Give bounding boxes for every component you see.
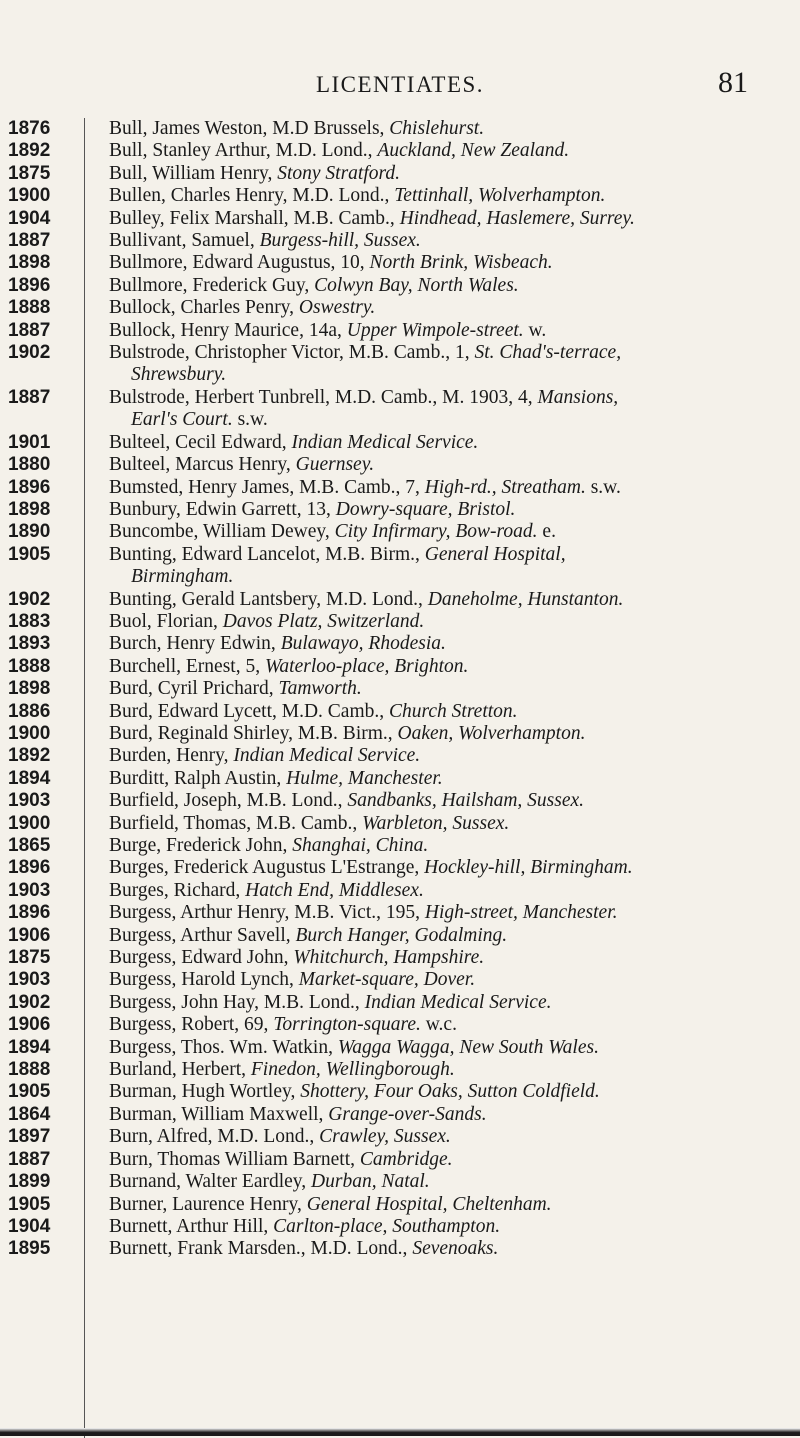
entry-year: 1896 [8,857,51,879]
list-item [0,1037,800,1059]
list-item [0,835,800,857]
entry-year: 1905 [8,1193,51,1215]
entry-district: e. [537,521,556,543]
entry-name: Burgess, Arthur Savell, [109,924,296,946]
page-number: 81 [718,66,748,99]
entry-text [109,768,749,790]
entry-year: 1898 [8,678,51,700]
list-item [0,857,800,879]
entry-name: Burfield, Joseph, M.B. Lond., [109,790,348,812]
list-item [0,140,800,162]
entry-name: Burgess, Edward John, [109,947,294,969]
entry-text [109,1014,749,1036]
list-item [0,499,800,521]
page-bottom-edge [0,1428,800,1436]
list-item [0,633,800,655]
entry-text [109,118,749,140]
entry-name: Burnand, Walter Eardley, [109,1171,312,1193]
entry-text [109,1216,749,1238]
entry-year: 1890 [8,521,51,543]
list-item [0,477,800,499]
entry-year: 1894 [8,1036,51,1058]
entry-text [109,1171,749,1193]
list-item [0,1238,800,1260]
entry-continuation-text: Shrewsbury. [131,364,227,386]
entry-text [109,723,749,745]
list-item [0,611,800,633]
list-item [0,208,800,230]
entry-name: Bumsted, Henry James, M.B. Camb., 7, [109,476,425,498]
entry-year: 1900 [8,185,51,207]
entry-address: Church Stretton. [389,700,518,722]
entry-name: Bullen, Charles Henry, M.D. Lond., [109,185,395,207]
entry-year: 1903 [8,969,51,991]
entry-address: Hockley-hill, Birmingham. [424,857,633,879]
list-item [0,185,800,207]
entry-year: 1894 [8,767,51,789]
entry-name: Burges, Frederick Augustus L'Estrange, [109,857,425,879]
entry-name: Burnett, Frank Marsden., M.D. Lond., [109,1238,413,1260]
entry-district: s.w. [585,476,621,498]
list-item [0,656,800,678]
entry-year: 1903 [8,790,51,812]
list-item [0,790,800,812]
entry-address: Guernsey. [295,454,375,476]
entry-year: 1902 [8,342,51,364]
entry-name: Buncombe, William Dewey, [109,521,335,543]
entry-year: 1906 [8,1014,51,1036]
entry-text [109,320,749,342]
entry-name: Burman, William Maxwell, [109,1103,329,1125]
entry-text [109,1238,749,1260]
list-item [0,1149,800,1171]
entry-year: 1888 [8,1059,51,1081]
entry-year: 1906 [8,924,51,946]
entry-address: Hulme, Manchester. [286,767,443,789]
entry-address: Crawley, Sussex. [319,1126,451,1148]
licentiates-list [0,118,800,1261]
list-item [0,701,800,723]
entry-text [109,1081,749,1103]
list-item [0,297,800,319]
entry-address: St. Chad's-terrace, [474,342,622,364]
entry-text [109,678,749,700]
entry-address: Hindhead, Haslemere, Surrey. [399,207,635,229]
entry-text [109,656,749,678]
entry-text [109,790,749,812]
entry-continuation [109,409,749,431]
entry-name: Burman, Hugh Wortley, [109,1081,301,1103]
entry-name: Burgess, Harold Lynch, [109,969,299,991]
entry-text [109,208,749,230]
entry-name: Burchell, Ernest, 5, [109,655,265,677]
entry-name: Burch, Henry Edwin, [109,633,281,655]
entry-text [109,544,749,589]
entry-text [109,947,749,969]
list-item [0,118,800,140]
entry-text [109,1059,749,1081]
entry-year: 1888 [8,297,51,319]
list-item [0,1104,800,1126]
entry-year: 1902 [8,991,51,1013]
list-item [0,432,800,454]
entry-name: Bullock, Charles Penry, [109,297,299,319]
entry-address: Whitchurch, Hampshire. [293,947,485,969]
entry-year: 1875 [8,947,51,969]
entry-name: Burd, Reginald Shirley, M.B. Birm., [109,722,398,744]
entry-year: 1892 [8,140,51,162]
entry-name: Burd, Cyril Prichard, [109,678,279,700]
entry-name: Bulteel, Marcus Henry, [109,454,296,476]
entry-address: North Brink, Wisbeach. [369,252,553,274]
entry-text [109,633,749,655]
entry-name: Burditt, Ralph Austin, [109,767,287,789]
entry-address: Waterloo-place, Brighton. [264,655,469,677]
entry-text [109,297,749,319]
entry-text [109,432,749,454]
entry-text [109,589,749,611]
entry-address: Chislehurst. [389,118,485,139]
list-item [0,723,800,745]
entry-year: 1887 [8,319,51,341]
list-item [0,1171,800,1193]
list-item [0,589,800,611]
entry-year: 1905 [8,1081,51,1103]
entry-name: Bullivant, Samuel, [109,230,260,252]
entry-address: Indian Medical Service. [291,431,479,453]
entry-name: Burden, Henry, [109,745,234,767]
entry-year: 1902 [8,588,51,610]
list-item [0,745,800,767]
entry-text [109,880,749,902]
entry-year: 1896 [8,476,51,498]
entry-year: 1876 [8,118,51,139]
entry-year: 1900 [8,812,51,834]
entry-year: 1875 [8,162,51,184]
entry-name: Bullock, Henry Maurice, 14a, [109,319,347,341]
entry-address: Finedon, Wellingborough. [250,1059,455,1081]
entry-address: Oswestry. [298,297,376,319]
entry-address: Burgess-hill, Sussex. [259,230,421,252]
entry-text [109,499,749,521]
entry-year: 1900 [8,722,51,744]
entry-text [109,521,749,543]
entry-year: 1886 [8,700,51,722]
entry-name: Burge, Frederick John, [109,835,293,856]
list-item [0,521,800,543]
entry-year: 1897 [8,1126,51,1148]
entry-text [109,1126,749,1148]
entry-year: 1898 [8,498,51,520]
entry-address: Bulawayo, Rhodesia. [280,633,446,655]
list-item [0,1126,800,1148]
entry-year: 1904 [8,207,51,229]
list-item [0,768,800,790]
list-item [0,230,800,252]
list-item [0,252,800,274]
entry-name: Burner, Laurence Henry, [109,1193,307,1215]
list-item [0,1194,800,1216]
entry-continuation-text: Earl's Court. [131,409,233,431]
entry-text [109,342,749,387]
entry-name: Bull, James Weston, M.D Brussels, [109,118,390,139]
entry-year: 1905 [8,543,51,565]
entry-year: 1893 [8,633,51,655]
entry-address: Burch Hanger, Godalming. [295,924,508,946]
entry-continuation-text: Birmingham. [131,566,234,588]
list-item [0,1059,800,1081]
entry-address: Tettinhall, Wolverhampton. [394,185,606,207]
entry-name: Burgess, Thos. Wm. Watkin, [109,1036,338,1058]
entry-name: Burn, Thomas William Barnett, [109,1148,360,1170]
entry-name: Burges, Richard, [109,879,246,901]
entry-address: Warbleton, Sussex. [362,812,510,834]
entry-text [109,163,749,185]
list-item [0,275,800,297]
entry-year: 1892 [8,745,51,767]
entry-address: Oaken, Wolverhampton. [397,722,586,744]
entry-address: Shanghai, China. [292,835,429,856]
list-item [0,1081,800,1103]
entry-address: High-street, Manchester. [424,902,618,924]
entry-text [109,969,749,991]
entry-name: Bullmore, Frederick Guy, [109,274,315,296]
entry-address: Wagga Wagga, New South Wales. [337,1036,599,1058]
entry-name: Bulley, Felix Marshall, M.B. Camb., [109,207,400,229]
entry-text [109,745,749,767]
entry-year: 1899 [8,1171,51,1193]
entry-address: General Hospital, Cheltenham. [306,1193,552,1215]
entry-address: Sevenoaks. [412,1238,499,1260]
entry-continuation [109,364,749,386]
entry-year: 1898 [8,252,51,274]
running-title: LICENTIATES. [315,72,485,97]
entry-address: Dowry-square, Bristol. [335,498,516,520]
entry-text [109,835,749,857]
entry-name: Burgess, Arthur Henry, M.B. Vict., 195, [109,902,425,924]
list-item [0,969,800,991]
entry-text [109,813,749,835]
entry-year: 1887 [8,1148,51,1170]
list-item [0,544,800,589]
entry-text [109,275,749,297]
entry-year: 1901 [8,431,51,453]
entry-address: Auckland, New Zealand. [377,140,570,162]
entry-text [109,701,749,723]
list-item [0,163,800,185]
entry-address: Torrington-square. [273,1014,421,1036]
page-header [0,66,800,112]
entry-text [109,1037,749,1059]
entry-year: 1883 [8,610,51,632]
entry-continuation [109,566,749,588]
entry-address: Daneholme, Hunstanton. [427,588,624,610]
entry-address: Stony Stratford. [277,162,400,184]
entry-name: Bunting, Gerald Lantsbery, M.D. Lond., [109,588,428,610]
entry-address: Market-square, Dover. [298,969,476,991]
entry-name: Bulstrode, Christopher Victor, M.B. Camb., 1, [109,342,475,364]
entry-name: Burgess, John Hay, M.B. Lond., [109,991,365,1013]
list-item [0,902,800,924]
entry-text [109,1149,749,1171]
entry-year: 1864 [8,1103,51,1125]
list-item [0,1014,800,1036]
list-item [0,947,800,969]
entry-year: 1887 [8,386,51,408]
list-item [0,880,800,902]
entry-name: Bunbury, Edwin Garrett, 13, [109,498,336,520]
entry-year: 1880 [8,454,51,476]
entry-text [109,140,749,162]
entry-address: Grange-over-Sands. [328,1103,487,1125]
entry-text [109,1194,749,1216]
entry-year: 1888 [8,655,51,677]
entry-text [109,252,749,274]
list-item [0,454,800,476]
entry-name: Bulstrode, Herbert Tunbrell, M.D. Camb., M. 1903, 4, [109,386,538,408]
entry-text [109,230,749,252]
list-item [0,678,800,700]
entry-address: Indian Medical Service. [233,745,421,767]
entry-address: Tamworth. [278,678,362,700]
entry-address: Davos Platz, Switzerland. [222,610,425,632]
entry-text [109,1104,749,1126]
entry-year: 1887 [8,230,51,252]
entry-text [109,477,749,499]
entry-text [109,992,749,1014]
entry-text [109,185,749,207]
entry-year: 1904 [8,1215,51,1237]
entry-address: General Hospital, [424,543,566,565]
list-item [0,992,800,1014]
entry-text [109,925,749,947]
list-item [0,813,800,835]
list-item [0,342,800,387]
entry-year: 1896 [8,274,51,296]
entry-name: Buol, Florian, [109,610,223,632]
entry-address: Colwyn Bay, North Wales. [314,274,519,296]
entry-name: Burnett, Arthur Hill, [109,1215,274,1237]
entry-address: Carlton-place, Southampton. [273,1215,501,1237]
entry-address: Sandbanks, Hailsham, Sussex. [347,790,585,812]
entry-address: Indian Medical Service. [364,991,552,1013]
entry-address: City Infirmary, Bow-road. [334,521,538,543]
entry-address: Shottery, Four Oaks, Sutton Coldfield. [300,1081,600,1103]
entry-name: Bull, Stanley Arthur, M.D. Lond., [109,140,378,162]
entry-text [109,611,749,633]
entry-name: Burn, Alfred, M.D. Lond., [109,1126,320,1148]
entry-address: Upper Wimpole-street. [346,319,524,341]
entry-name: Burfield, Thomas, M.B. Camb., [109,812,363,834]
entry-year: 1895 [8,1238,51,1260]
entry-district: w.c. [420,1014,457,1036]
entry-text [109,902,749,924]
list-item [0,387,800,432]
entry-district: w. [523,319,547,341]
entry-name: Burland, Herbert, [109,1059,251,1081]
entry-address: Cambridge. [359,1148,453,1170]
entry-year: 1865 [8,835,51,856]
entry-address: Mansions, [537,386,619,408]
entry-address: Hatch End, Middlesex. [245,879,424,901]
entry-name: Burgess, Robert, 69, [109,1014,274,1036]
entry-name: Bull, William Henry, [109,162,278,184]
entry-year: 1903 [8,879,51,901]
entry-text [109,857,749,879]
list-item [0,320,800,342]
list-item [0,1216,800,1238]
entry-name: Burd, Edward Lycett, M.D. Camb., [109,700,389,722]
entry-year: 1896 [8,902,51,924]
entry-text [109,454,749,476]
entry-district: s.w. [232,409,268,431]
entry-name: Bunting, Edward Lancelot, M.B. Birm., [109,543,425,565]
list-item [0,925,800,947]
entry-name: Bulteel, Cecil Edward, [109,431,292,453]
entry-address: Durban, Natal. [311,1171,430,1193]
entry-text [109,387,749,432]
entry-address: High-rd., Streatham. [424,476,586,498]
entry-name: Bullmore, Edward Augustus, 10, [109,252,370,274]
